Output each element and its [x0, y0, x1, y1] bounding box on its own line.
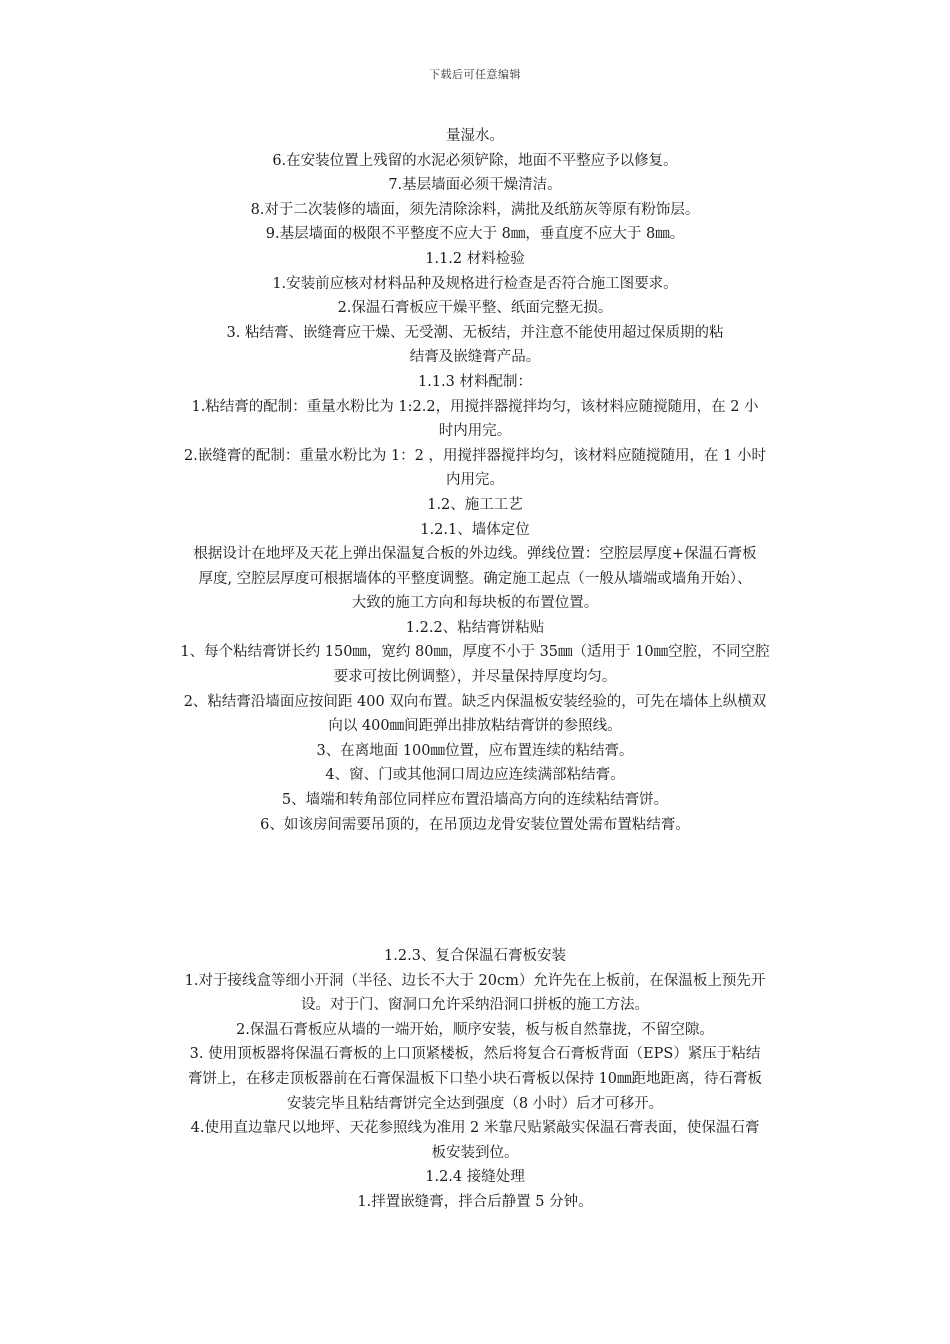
list-item: 7.基层墙面必须干燥清洁。 [388, 177, 562, 194]
list-item: 9.基层墙面的极限不平整度不应大于 8㎜，垂直度不应大于 8㎜。 [265, 226, 685, 243]
list-item: 6、如该房间需要吊顶的，在吊顶边龙骨安装位置处需布置粘结膏。 [260, 816, 690, 833]
section-heading: 1.1.2 材料检验 [425, 250, 525, 267]
list-item: 3、在离地面 100㎜位置，应布置连续的粘结膏。 [316, 742, 634, 759]
paragraph-line: 厚度, 空腔层厚度可根据墙体的平整度调整。确定施工起点（一般从墙端或墙角开始）、 [198, 570, 752, 587]
list-item: 2.嵌缝膏的配制：重量水粉比为 1：2 ，用搅拌器搅拌均匀，该材料应随搅随用，在 1 小时 [184, 447, 766, 464]
subsection-heading: 1.2.2、粘结膏饼粘贴 [405, 619, 545, 636]
paragraph-line: 大致的施工方向和每块板的布置位置。 [351, 595, 599, 612]
list-item: 2、粘结膏沿墙面应按间距 400 双向布置。缺乏内保温板安装经验的，可先在墙体上纵横双 [183, 693, 767, 710]
list-item: 6.在安装位置上残留的水泥必须铲除，地面不平整应予以修复。 [272, 152, 678, 169]
text-line: 量湿水。 [446, 128, 504, 144]
list-item: 4.使用直边靠尺以地坪、天花参照线为准用 2 米靠尺贴紧敲实保温石膏表面，使保温石膏 [190, 1120, 760, 1137]
page-header-note: 下载后可任意编辑 [429, 68, 521, 81]
list-item-continuation: 膏饼上，在移走顶板器前在石膏保温板下口垫小块石膏板以保持 10㎜距地距离，待石膏板 [187, 1070, 763, 1087]
list-item: 1.拌置嵌缝膏，拌合后静置 5 分钟。 [357, 1193, 593, 1210]
list-item: 3. 使用顶板器将保温石膏板的上口顶紧楼板，然后将复合石膏板背面（EPS）紧压于粘结 [189, 1046, 761, 1063]
list-item: 5、墙端和转角部位同样应布置沿墙高方向的连续粘结膏饼。 [281, 792, 669, 809]
list-item-continuation: 设。对于门、窗洞口允许采纳沿洞口拼板的施工方法。 [301, 997, 649, 1014]
subsection-heading: 1.2.4 接缝处理 [425, 1169, 525, 1186]
subsection-heading: 1.2.3、复合保温石膏板安装 [384, 948, 566, 964]
list-item: 1.对于接线盒等细小开洞（半径、边长不大于 20cm）允许先在上板前，在保温板上预先开 [184, 972, 766, 989]
list-item-continuation: 安装完毕且粘结膏饼完全达到强度（8 小时）后才可移开。 [286, 1095, 664, 1112]
list-item-continuation: 板安装到位。 [431, 1144, 519, 1161]
list-item: 8.对于二次装修的墙面，须先清除涂料，满批及纸筋灰等原有粉饰层。 [250, 201, 700, 218]
list-item-continuation: 要求可按比例调整），并尽量保持厚度均匀。 [333, 669, 617, 686]
body-section-b [140, 944, 810, 1215]
body-section-a [140, 124, 810, 837]
list-item: 1.安装前应核对材料品种及规格进行检查是否符合施工图要求。 [272, 275, 678, 292]
section-heading: 1.2、施工工艺 [427, 496, 523, 513]
list-item-continuation: 内用完。 [446, 472, 504, 489]
subsection-heading: 1.2.1、墙体定位 [420, 521, 530, 538]
list-item: 1、每个粘结膏饼长约 150㎜，宽约 80㎜，厚度不小于 35㎜（适用于 10㎜空腔，不同空腔 [180, 644, 770, 661]
list-item-continuation: 时内用完。 [438, 423, 512, 440]
list-item: 2.保温石膏板应从墙的一端开始，顺序安装，板与板自然靠拢，不留空隙。 [236, 1021, 714, 1038]
list-item: 4、窗、门或其他洞口周边应连续满部粘结膏。 [325, 767, 625, 784]
list-item-continuation: 结膏及嵌缝膏产品。 [409, 349, 541, 366]
list-item: 3. 粘结膏、嵌缝膏应干燥、无受潮、无板结，并注意不能使用超过保质期的粘 [226, 324, 724, 341]
section-heading: 1.1.3 材料配制： [417, 373, 532, 390]
list-item: 1.粘结膏的配制：重量水粉比为 1:2.2，用搅拌器搅拌均匀，该材料应随搅随用，在 2 小 [191, 398, 759, 415]
paragraph-line: 根据设计在地坪及天花上弹出保温复合板的外边线。弹线位置：空腔层厚度+保温石膏板 [193, 546, 757, 563]
list-item-continuation: 向以 400㎜间距弹出排放粘结膏饼的参照线。 [328, 718, 622, 735]
list-item: 2.保温石膏板应干燥平整、纸面完整无损。 [337, 300, 613, 317]
